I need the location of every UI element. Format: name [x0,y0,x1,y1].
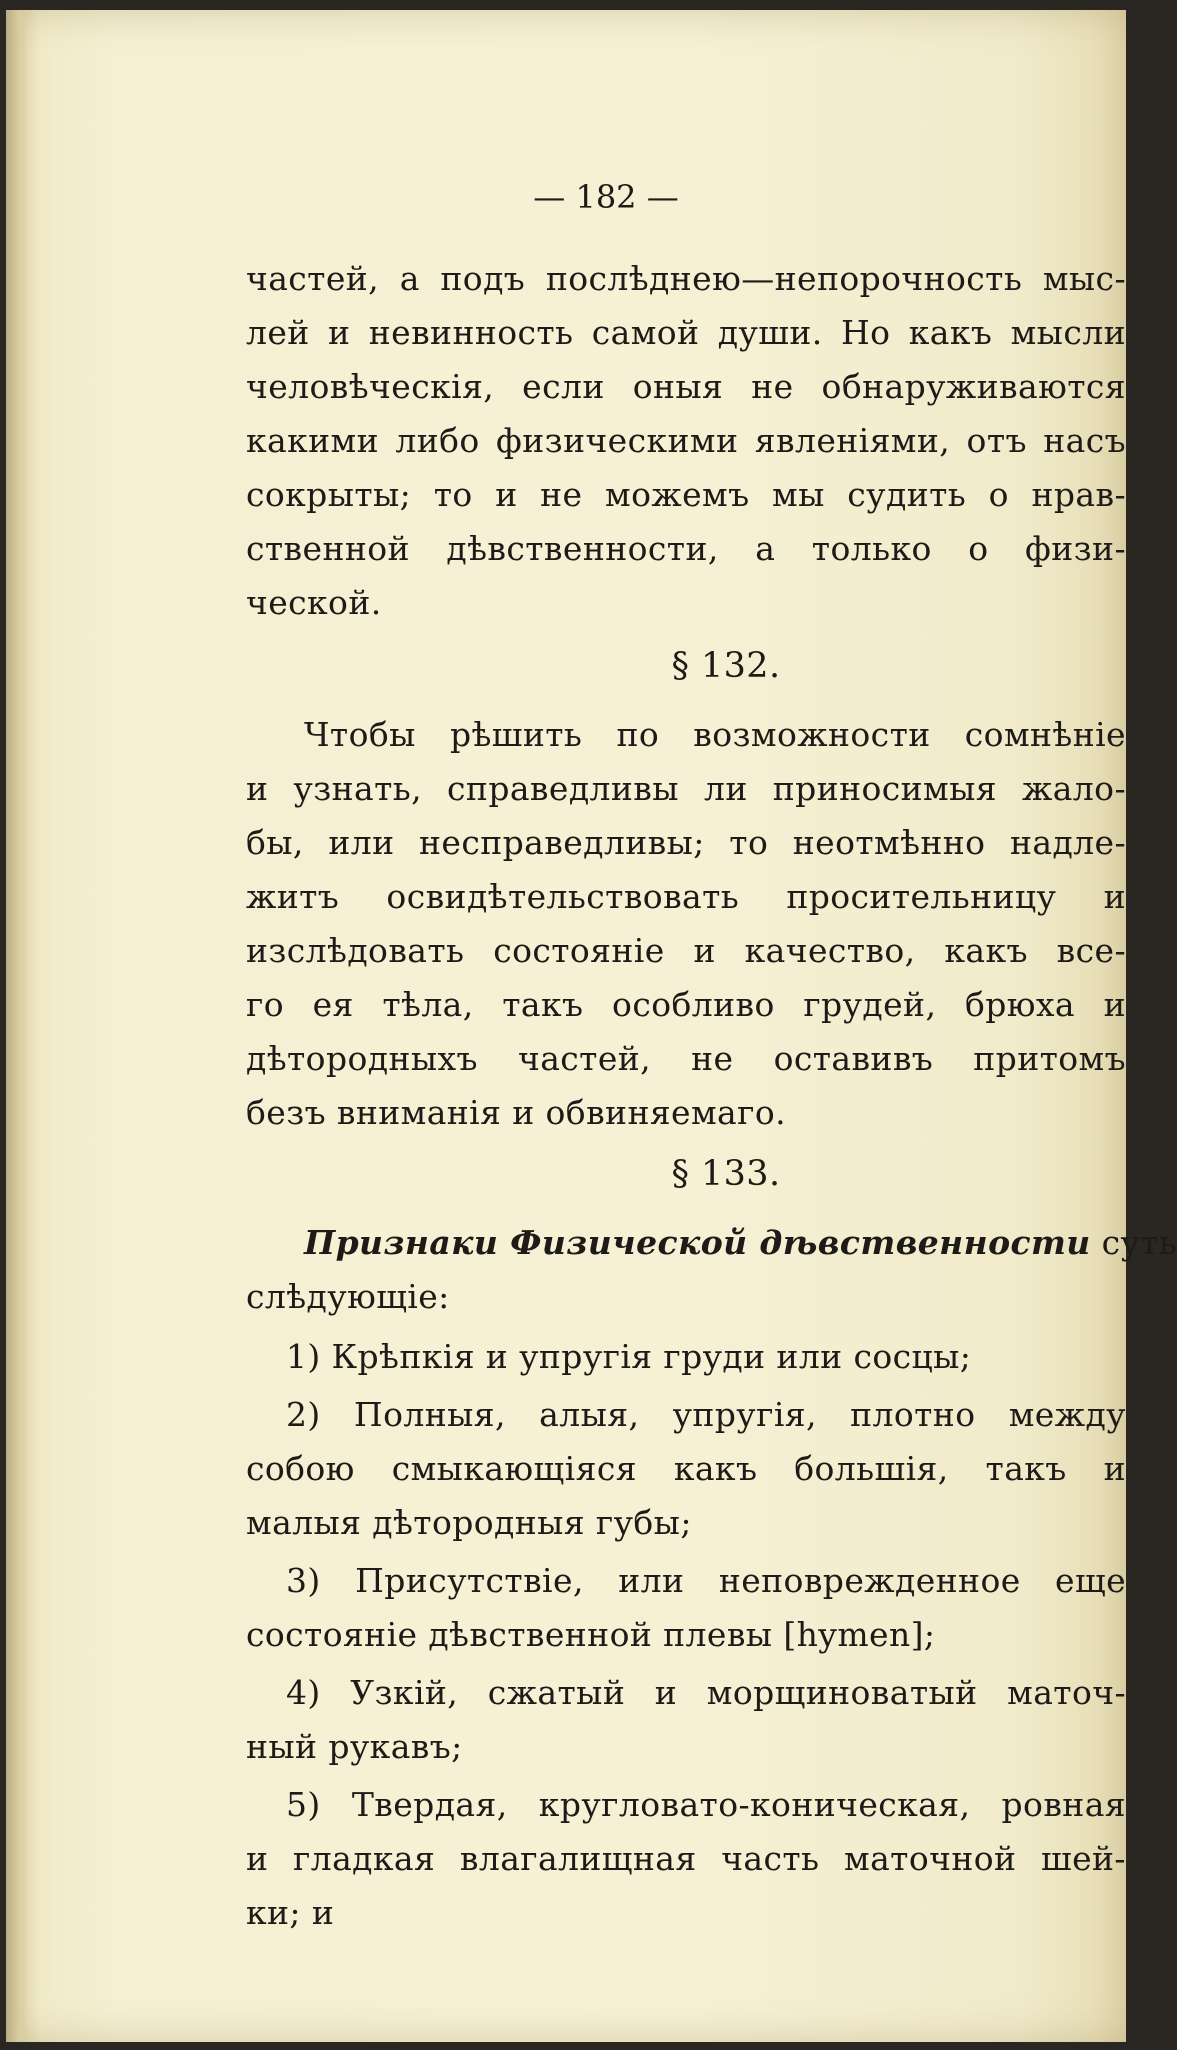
text-line: сокрыты; то и не можемъ мы судить о нрав- [246,475,1126,514]
section-heading: § 133. [671,1154,781,1194]
page-edge [6,10,28,2042]
text-line: бы, или несправедливы; то неотмѣнно надле- [246,823,1126,862]
text-line: безъ вниманія и обвиняемаго. [246,1093,786,1132]
text-fragment: суть [1101,1223,1177,1262]
text-line: Чтобы рѣшить по возможности сомнѣніе [304,715,1126,754]
book-page [6,10,1177,2042]
text-line: лей и невинность самой души. Но какъ мысли [246,313,1126,352]
text-line: слѣдующіе: [246,1277,450,1316]
text-line: ки; и [246,1893,335,1932]
text-line: ный рукавъ; [246,1727,463,1766]
text-line: ческой. [246,583,382,622]
italic-term: Признаки Физической дѣвственности [304,1223,1091,1262]
text-line: ственной дѣвственности, а только о физи- [246,529,1126,568]
text-line: го ея тѣла, такъ особливо грудей, брюха и [246,985,1126,1024]
section-heading: § 132. [671,646,781,686]
list-item: 1) Крѣпкія и упругія груди или сосцы; [286,1337,972,1376]
text-line: и гладкая влагалищная часть маточной шей- [246,1839,1126,1878]
text-line: какими либо физическими явленіями, отъ насъ [246,421,1126,460]
text-line: собою смыкающіяся какъ большія, такъ и [246,1449,1126,1488]
list-item: 5) Твердая, кругловато-коническая, ровная [286,1785,1126,1824]
text-line: и узнать, справедливы ли приносимыя жало- [246,769,1126,808]
text-line: дѣтородныхъ частей, не оставивъ притомъ [246,1039,1126,1078]
text-line [304,1216,1177,1269]
text-line: частей, а подъ послѣднею—непорочность мыс- [246,259,1126,298]
page-number: — 182 — [533,178,679,216]
list-item: 3) Присутствіе, или неповрежденное еще [286,1561,1126,1600]
text-line: малыя дѣтородныя губы; [246,1503,692,1542]
list-item: 4) Узкій, сжатый и морщиноватый маточ- [286,1673,1126,1712]
text-line: человѣческія, если оныя не обнаруживаются [246,367,1126,406]
text-line: состояніе дѣвственной плевы [hymen]; [246,1615,936,1654]
text-line: житъ освидѣтельствовать просительницу и [246,877,1126,916]
list-item: 2) Полныя, алыя, упругія, плотно между [286,1395,1126,1434]
text-line: изслѣдовать состояніе и качество, какъ все- [246,931,1126,970]
